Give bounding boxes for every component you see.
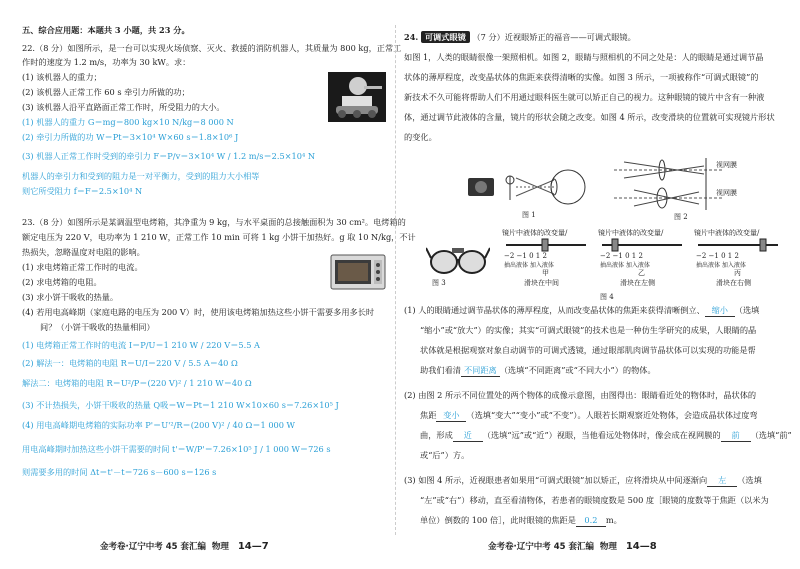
- q24-number: 24.: [404, 32, 419, 42]
- q24-s1-line-b: “缩小”或“放大”）的实像；其实“可调式眼镜”的技术也是一种仿生学研究的成果，人眼睛的晶: [420, 325, 757, 335]
- q24-s3-text-c-end: m。: [605, 515, 622, 525]
- scale-bing: [694, 228, 782, 294]
- q24-s3-answer-2: 0.2: [576, 514, 606, 527]
- figure-4-caption: 图 4: [600, 293, 614, 301]
- q24-s2-line-d: 或“后”）方。: [420, 450, 470, 460]
- scale-yi-caption: 滑块在左侧: [620, 279, 655, 287]
- scale-jia-label: 甲: [542, 269, 549, 277]
- page-divider: [395, 25, 396, 535]
- figure-2: [614, 158, 764, 220]
- footer-subject: 物理: [211, 542, 229, 552]
- q24-s3-text-a: (3) 如图 4 所示，近视眼患者如果用“可调式眼镜”加以矫正，应将滑块从中间逐渐向: [404, 475, 708, 485]
- q23-part-4b: 间？（小饼干吸收的热量相同）: [40, 322, 155, 332]
- robot-photo: [328, 72, 386, 122]
- q24-s2-line-a: (2) 由图 2 所示不同位置处的两个物体的成像示意图，由图得出：眼睛看近处的物体时，晶状体的: [404, 390, 757, 400]
- q22-answer-4: 机器人的牵引力和受到的阻力是一对平衡力，受到的阻力大小相等: [22, 171, 260, 181]
- q24-header: [404, 31, 636, 43]
- q24-s2-line-b: [420, 409, 758, 422]
- q22-part-1: (1) 该机器人的重力；: [22, 72, 102, 82]
- figure-3: [426, 244, 490, 292]
- q23-answer-1: (1) 电烤箱正常工作时的电流 I＝P/U＝1 210 W / 220 V＝5.5 A: [22, 340, 260, 350]
- q23-stem-3: 热损失，忽略温度对电阻的影响。: [22, 247, 145, 257]
- q23-part-4: (4) 若用电高峰期（家庭电路的电压为 200 V）时，使用该电烤箱加热这些小饼干需要多用多长时: [22, 307, 375, 317]
- figure-3-caption: 图 3: [432, 279, 446, 287]
- q24-s3-line-a: [404, 474, 762, 487]
- q22-answer-3: (3) 机器人正常工作时受到的牵引力 F＝P/v＝3×10⁴ W / 1.2 m/s＝2.5×10⁴ N: [22, 151, 316, 161]
- q23-part-3: (3) 求小饼干吸收的热量。: [22, 292, 119, 302]
- q24-s2-text-c-mid: （选填“远”或“近”）视眼，当他看远处物体时，像会成在视网膜的: [482, 430, 721, 440]
- right-page: [404, 0, 792, 569]
- section-title: 五、综合应用题：本题共 3 小题，共 23 分。: [22, 25, 190, 35]
- figure-4: [502, 228, 782, 294]
- left-footer: [100, 540, 269, 552]
- footer-brand: 金考卷·辽宁中考 45 套汇编: [100, 542, 206, 552]
- footer-page-number: 14—8: [625, 541, 657, 552]
- q22-answer-2: (2) 牵引力所做的功 W＝Pt＝3×10⁴ W×60 s＝1.8×10⁶ J: [22, 132, 239, 142]
- footer-subject: 物理: [599, 542, 617, 552]
- scale-yi-hint: 抽出液体 加入液体: [600, 262, 650, 269]
- q24-s2-text-c-end: （选填“前”: [750, 430, 792, 440]
- scale-bing-title: 镜片中液体的改变量/: [694, 229, 760, 237]
- q24-s2-text-b-end: （选填“变大”“变小”或“不变”）。人眼若长期观察近处物体，会造成晶状体过度弯: [466, 410, 758, 420]
- q24-s3-line-c: [420, 514, 622, 527]
- q22-answer-5: 则它所受阻力 f＝F＝2.5×10⁴ N: [22, 186, 143, 196]
- footer-page-number: 14—7: [237, 541, 269, 552]
- scale-bing-hint: 抽出液体 加入液体: [696, 262, 746, 269]
- q24-s1-line-a: [404, 304, 759, 317]
- q24-s2-answer-2: 近: [453, 429, 483, 442]
- q24-text-1: 如图 1，人类的眼睛很像一架照相机。如图 2，眼睛与照相机的不同之处是：人的眼睛是通过调节晶: [404, 52, 764, 62]
- q22-stem-2: 作时的速度为 1.2 m/s，功率为 30 kW。求：: [22, 57, 191, 67]
- q24-s3-line-b: “左”或“右”）移动，直至看清物体，若患者的眼镜度数是 500 度［眼镜的度数等于焦距（以米为: [420, 495, 769, 505]
- q24-s3-text-c: 单位）倒数的 100 倍］，此时眼镜的焦距是: [420, 515, 576, 525]
- oven-photo: [330, 252, 386, 292]
- scale-jia: [502, 228, 590, 294]
- q24-s1-answer-2: 不同距离: [461, 364, 500, 377]
- scale-jia-hint: 抽出液体 加入液体: [504, 262, 554, 269]
- scale-yi-label: 乙: [638, 269, 645, 277]
- scale-bing-numbers: −2 −1 0 1 2: [696, 252, 739, 260]
- q24-s1-text-a: (1) 人的眼睛通过调节晶状体的薄厚程度，从而改变晶状体的焦距来获得清晰倒立、: [404, 305, 705, 315]
- scale-bing-label: 丙: [734, 269, 741, 277]
- figure-1-caption: 图 1: [522, 211, 536, 219]
- q24-s2-answer-1: 变小: [436, 409, 466, 422]
- q24-title: （7 分）近视眼矫正的福音——可调式眼镜。: [472, 32, 636, 42]
- scale-yi-title: 镜片中液体的改变量/: [598, 229, 664, 237]
- q23-answer-5: (4) 用电高峰期电烤箱的实际功率 P'＝U'²/R＝(200 V)² / 40 Ω＝1 000 W: [22, 420, 295, 430]
- q22-stem-1: 22.（8 分）如图所示，是一台可以实现火场侦察、灭火、救援的消防机器人，其质量为 800 kg，正常工: [22, 43, 402, 53]
- scale-jia-numbers: −2 −1 0 1 2: [504, 252, 547, 260]
- q24-s1-text-d: 助我们看清: [420, 365, 461, 375]
- q22-part-2: (2) 该机器人正常工作 60 s 牵引力所做的功；: [22, 87, 190, 97]
- figure-2-retina-label-2: 视网膜: [716, 189, 737, 197]
- left-page: [22, 0, 416, 569]
- scale-bing-caption: 滑块在右侧: [716, 279, 751, 287]
- q24-s2-text-c: 曲，形成: [420, 430, 453, 440]
- q24-text-2: 状体的薄厚程度，改变晶状体的焦距来获得清晰的实像。如图 3 所示，一项被称作“可调式眼镜”的: [404, 72, 759, 82]
- q24-text-3: 新技术不久可能将帮助人们不用通过眼科医生就可以矫正自己的视力。这种眼镜的镜片中含有一种液: [404, 92, 765, 102]
- q24-s2-answer-3: 前: [721, 429, 751, 442]
- q24-text-4: 体，通过调节此液体的含量，镜片的形状会随之改变。如图 4 所示，改变滑块的位置就可实现镜片形状: [404, 112, 775, 122]
- q24-text-5: 的变化。: [404, 132, 437, 142]
- scale-jia-caption: 滑块在中间: [524, 279, 559, 287]
- q23-part-1: (1) 求电烤箱正常工作时的电流。: [22, 262, 143, 272]
- q23-answer-3: 解法二：电烤箱的电阻 R＝U²/P＝(220 V)² / 1 210 W＝40 Ω: [22, 378, 252, 388]
- q23-answer-4: (3) 不计热损失，小饼干吸收的热量 Q吸＝W＝Pt＝1 210 W×10×60 s＝7.26×10⁵ J: [22, 400, 339, 410]
- q24-s1-line-d: [420, 364, 656, 377]
- q24-s3-answer-1: 左: [707, 474, 737, 487]
- figure-2-caption: 图 2: [674, 213, 688, 221]
- q24-s2-line-c: [420, 429, 792, 442]
- q24-s2-text-b: 焦距: [420, 410, 437, 420]
- q24-s1-line-c: 状体就是根据观察对象自动调节的可调式透镜，通过眼部肌肉调节晶状体可以实现的功能是帮: [420, 345, 756, 355]
- scale-yi: [598, 228, 686, 294]
- q22-answer-1: (1) 机器人的重力 G＝mg＝800 kg×10 N/kg＝8 000 N: [22, 117, 234, 127]
- q23-answer-7: 则需要多用的时间 Δt＝t'－t＝726 s－600 s＝126 s: [22, 467, 217, 477]
- q24-tag: 可调式眼镜: [421, 31, 470, 43]
- q23-part-2: (2) 求电烤箱的电阻。: [22, 277, 102, 287]
- footer-brand: 金考卷·辽宁中考 45 套汇编: [488, 542, 594, 552]
- right-footer: [488, 540, 657, 552]
- q24-s3-text-a-end: （选填: [737, 475, 762, 485]
- scale-jia-title: 镜片中液体的改变量/: [502, 229, 568, 237]
- figure-1: [466, 168, 606, 218]
- q23-answer-6: 用电高峰期时加热这些小饼干需要的时间 t'＝W/P'＝7.26×10⁵ J / 1 000 W＝726 s: [22, 444, 331, 454]
- q23-stem-1: 23.（8 分）如图所示是某调温型电烤箱，其净重为 9 kg，与水平桌面的总接触面积为 30 cm²。电烤箱的: [22, 217, 406, 227]
- figure-2-retina-label-1: 视网膜: [716, 161, 737, 169]
- q24-s1-answer-1: 缩小: [705, 304, 735, 317]
- q24-s1-text-d-end: （选填“不同距离”或“不同大小”）的物体。: [499, 365, 656, 375]
- scale-yi-numbers: −2 −1 0 1 2: [600, 252, 643, 260]
- q22-part-3: (3) 该机器人沿平直路面正常工作时，所受阻力的大小。: [22, 102, 225, 112]
- q24-s1-text-a-end: （选填: [734, 305, 760, 315]
- q23-stem-2: 额定电压为 220 V，电功率为 1 210 W，正常工作 10 min 可将 1 kg 小饼干加热好。g 取 10 N/kg，不计: [22, 232, 416, 242]
- q23-answer-2: (2) 解法一：电烤箱的电阻 R＝U/I＝220 V / 5.5 A＝40 Ω: [22, 358, 238, 368]
